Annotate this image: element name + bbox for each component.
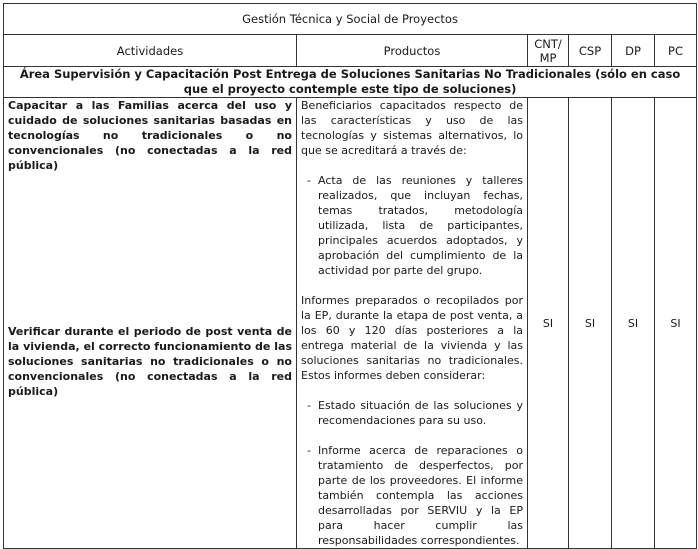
csp-value: SI [569, 98, 612, 549]
product-2-bullet: - Estado situación de las soluciones y recomendaciones para su uso. [307, 398, 523, 428]
table-title: Gestión Técnica y Social de Proyectos [4, 4, 697, 35]
products-cell [297, 98, 528, 549]
header-activities: Actividades [4, 35, 297, 67]
product-2-bullet: - Informe acerca de reparaciones o tratamiento de desperfectos, por parte de los proveedores. El informe también contempla las acciones desarrolladas por SERVIU y la EP para hacer cumplir las responsabilidades correspondientes. [307, 443, 523, 548]
activity-1: Capacitar a las Familias acerca del uso y cuidado de soluciones sanitarias basadas en tecnologías no tradicionales o no convencionales (no conectadas a la red pública) [8, 99, 292, 172]
product-2-text: Informes preparados o recopilados por la EP, durante la etapa de post venta, a los 60 y 120 días posteriores a la entrega material de la vivienda y las soluciones sanitarias no tradicionales. Estos informes deben considerar: [301, 294, 523, 382]
activity-2: Verificar durante el periodo de post venta de la vivienda, el correcto funcionamiento de las soluciones sanitarias no tradicionales o no convencionales (no conectadas a la red pública) [8, 325, 292, 398]
product-1-bullet: - Acta de las reuniones y talleres realizados, que incluyan fechas, temas tratados, metodología utilizada, lista de participantes, principales acuerdos adoptados, y aprobación del cumplimiento de la actividad por parte del grupo. [307, 173, 523, 278]
header-products: Productos [297, 35, 528, 67]
cnt-mp-value: SI [528, 98, 569, 549]
product-1-text: Beneficiarios capacitados respecto de las características y uso de las tecnologías y sistemas alternativos, lo que se acreditará a través de: [301, 99, 523, 157]
activities-cell [4, 98, 297, 549]
dp-value: SI [612, 98, 655, 549]
area-heading: Área Supervisión y Capacitación Post Entrega de Soluciones Sanitarias No Tradicionales (sólo en caso que el proyecto contemple este tipo de soluciones) [4, 67, 697, 98]
header-cnt-mp: CNT/ MP [528, 35, 569, 67]
project-management-table [3, 3, 697, 549]
header-csp: CSP [569, 35, 612, 67]
header-pc: PC [655, 35, 697, 67]
pc-value: SI [655, 98, 697, 549]
header-dp: DP [612, 35, 655, 67]
